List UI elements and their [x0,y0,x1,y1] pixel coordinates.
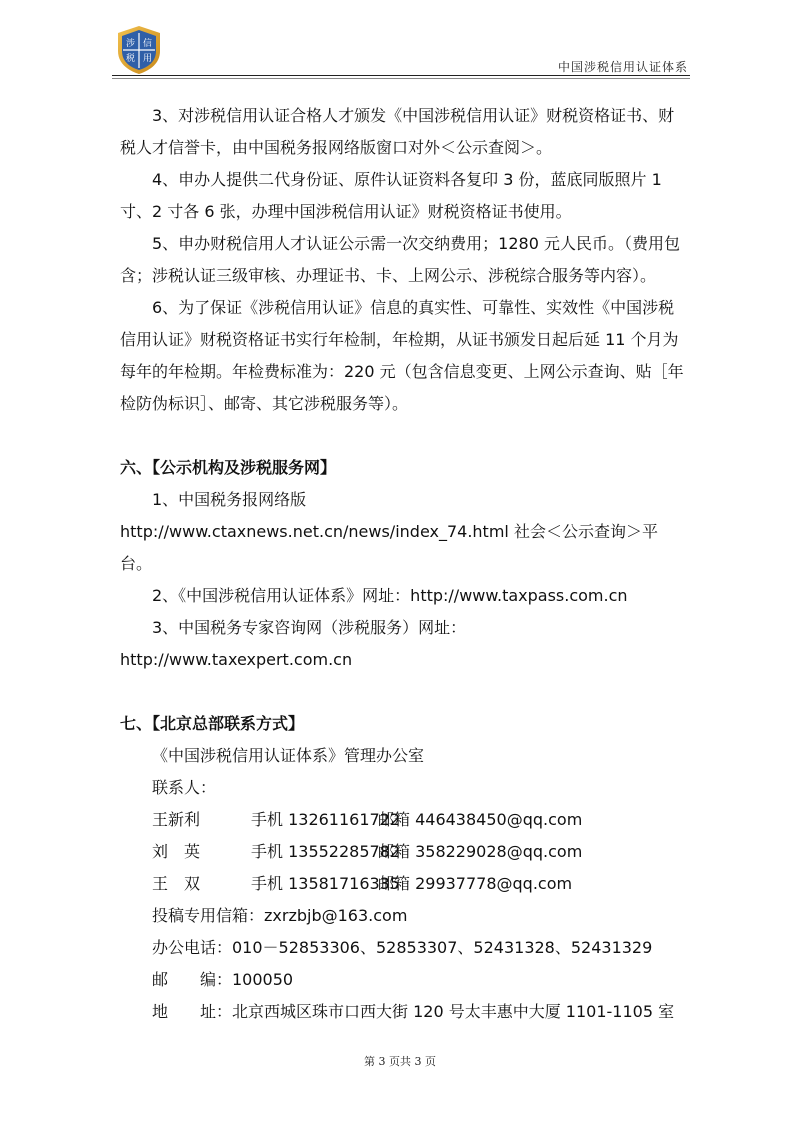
header-title: 中国涉税信用认证体系 [557,60,688,74]
office-name: 《中国涉税信用认证体系》管理办公室 [152,746,425,765]
contact-name: 刘 英 [152,842,201,861]
paragraph-fee: 5、申办财税信用人才认证公示需一次交纳费用；1280 元人民币。（费用包含；涉税认证三级审核、办理证书、卡、上网公示、涉税综合服务等内容）。 [120,234,680,285]
svg-text:涉: 涉 [125,39,136,49]
paragraph-required-materials: 4、申办人提供二代身份证、原件认证资料各复印 3 份，蓝底同版照片 1 寸、2 寸各 6 张，办理中国涉税信用认证》财税资格证书使用。 [120,170,662,221]
contact-row [120,868,685,900]
header-divider [112,75,690,76]
contact-name: 王新利 [152,810,201,829]
contact-email[interactable]: 邮箱 29937778@qq.com [378,874,573,893]
contact-row [120,804,685,836]
document-body [120,100,685,1028]
paragraph-certificate-issue: 3、对涉税信用认证合格人才颁发《中国涉税信用认证》财税资格证书、财税人才信誉卡，由中国税务报网络版窗口对外＜公示查阅＞。 [120,106,675,157]
link-item-taxexpert[interactable]: 3、中国税务专家咨询网（涉税服务）网址：http://www.taxexpert.com.cn [120,618,467,669]
shield-logo-icon [116,25,162,75]
section-title-contact: 七、【北京总部联系方式】 [120,714,305,733]
contacts-label: 联系人： [152,778,217,797]
office-phone: 办公电话：010－52853306、52853307、52431328、52431329 [152,938,653,957]
paragraph-annual-inspection: 6、为了保证《涉税信用认证》信息的真实性、可靠性、实效性《中国涉税信用认证》财税资格证书实行年检制，年检期，从证书颁发日起后延 11 个月为每年的年检期。年检费标准为：220 元（包含信息变更、上网公示查询、贴［年检防伪标识］、邮寄、其它涉税服务等）。 [120,298,684,413]
link-item-taxpass[interactable]: 2、《中国涉税信用认证体系》网址：http://www.taxpass.com.cn [152,586,628,605]
svg-text:用: 用 [142,54,153,64]
header-divider-secondary [112,78,690,79]
postcode: 邮 编：100050 [152,970,294,989]
contact-email[interactable]: 邮箱 358229028@qq.com [378,842,583,861]
svg-text:信: 信 [142,39,153,49]
contact-name: 王 双 [152,874,201,893]
page-header [0,0,800,80]
link-item-ctaxnews[interactable]: 1、中国税务报网络版 http://www.ctaxnews.net.cn/news/index_74.html 社会＜公示查询＞平台。 [120,490,658,573]
contact-phone: 手机 13261161722 [251,810,401,829]
svg-text:税: 税 [125,54,136,64]
contact-phone: 手机 13552285782 [251,842,401,861]
page-number: 第 3 页共 3 页 [364,1055,436,1068]
contact-phone: 手机 13581716335 [251,874,401,893]
contact-email[interactable]: 邮箱 446438450@qq.com [378,810,583,829]
section-title-publicity: 六、【公示机构及涉税服务网】 [120,458,337,477]
submission-email[interactable]: 投稿专用信箱：zxrzbjb@163.com [152,906,408,925]
contact-row [120,836,685,868]
address: 地 址：北京西城区珠市口西大街 120 号太丰惠中大厦 1101-1105 室 [152,1002,675,1021]
